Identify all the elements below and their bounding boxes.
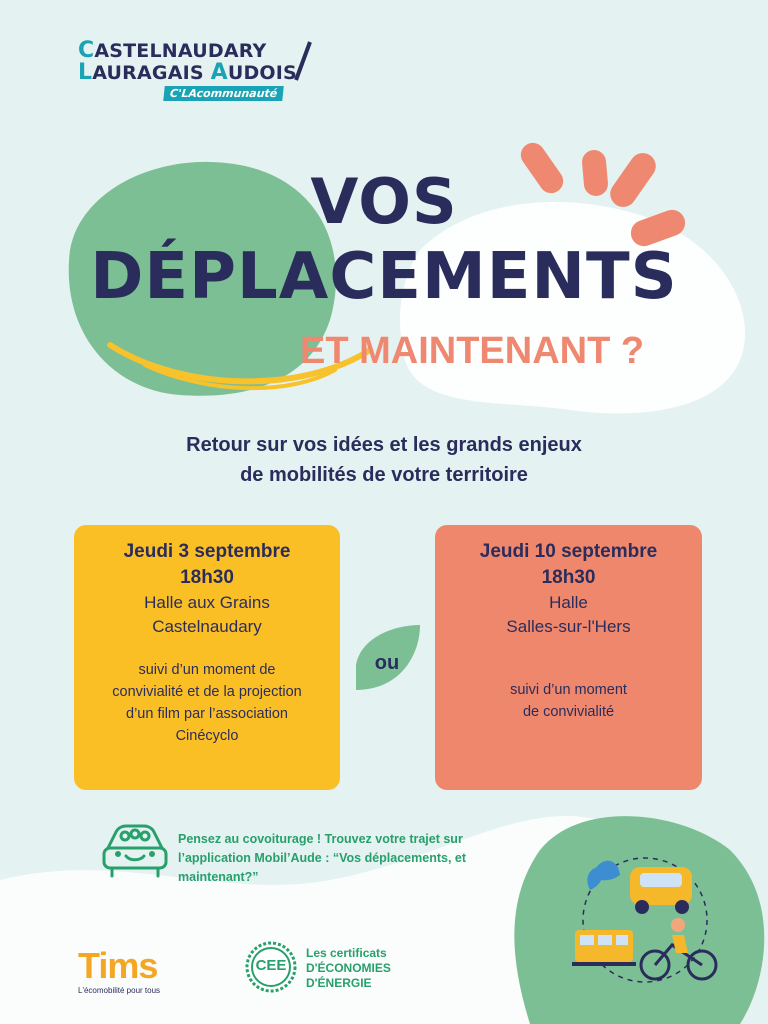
cee-line: D'ÉCONOMIES	[306, 961, 391, 975]
event-city: Salles-sur-l'Hers	[506, 617, 631, 636]
event-card-castelnaudary	[74, 525, 340, 790]
carpool-text	[178, 830, 518, 887]
subtitle-line-2: de mobilités de votre territoire	[240, 464, 528, 486]
logo-subtitle: C'LAcommunauté	[163, 86, 284, 101]
event-note	[74, 659, 340, 747]
event-note-line: Cinécyclo	[175, 728, 239, 744]
subtitle	[0, 430, 768, 490]
logo-slash	[290, 40, 314, 84]
cee-text	[306, 946, 391, 991]
event-note-line: d’un film par l’association	[126, 706, 288, 722]
event-time: 18h30	[541, 567, 596, 588]
event-place: Halle aux Grains	[144, 593, 270, 612]
carpool-line: Pensez au covoiturage ! Trouvez votre trajet sur	[178, 832, 463, 846]
event-time: 18h30	[180, 567, 234, 588]
car-icon	[100, 820, 170, 880]
event-place: Halle	[549, 593, 588, 612]
event-date: Jeudi 10 septembre	[479, 541, 658, 562]
carpool-line: l’application Mobil’Aude : “Vos déplacements, et	[178, 851, 467, 865]
tims-wordmark: Tims	[78, 945, 158, 986]
separator-ou: ou	[374, 652, 400, 674]
title-deplacements: DÉPLACEMENTS	[90, 240, 678, 314]
event-note-line: suivi d’un moment	[510, 682, 627, 698]
title-et-maintenant: ET MAINTENANT ?	[300, 330, 645, 372]
carpool-line: maintenant?”	[178, 870, 259, 884]
cee-line: Les certificats	[306, 946, 387, 960]
tims-tagline: L'écomobilité pour tous	[78, 986, 161, 995]
mobility-illustration	[560, 845, 730, 995]
subtitle-line-1: Retour sur vos idées et les grands enjeux	[186, 434, 582, 456]
logo-line-1: CASTELNAUDARY	[78, 38, 267, 63]
tims-logo	[78, 945, 161, 995]
logo-line-2: LAURAGAIS AUDOIS	[78, 60, 297, 85]
event-city: Castelnaudary	[152, 617, 262, 636]
event-date: Jeudi 3 septembre	[123, 541, 291, 562]
event-card-salles-sur-lhers	[435, 525, 702, 790]
event-note-line: suivi d’un moment de	[138, 662, 276, 678]
event-note-line: de convivialité	[522, 704, 615, 720]
event-note	[435, 679, 702, 723]
event-note-line: convivialité et de la projection	[112, 684, 302, 700]
cee-line: D'ÉNERGIE	[306, 976, 372, 990]
title-vos: VOS	[310, 165, 458, 238]
cee-badge-label: CEE	[255, 957, 287, 974]
